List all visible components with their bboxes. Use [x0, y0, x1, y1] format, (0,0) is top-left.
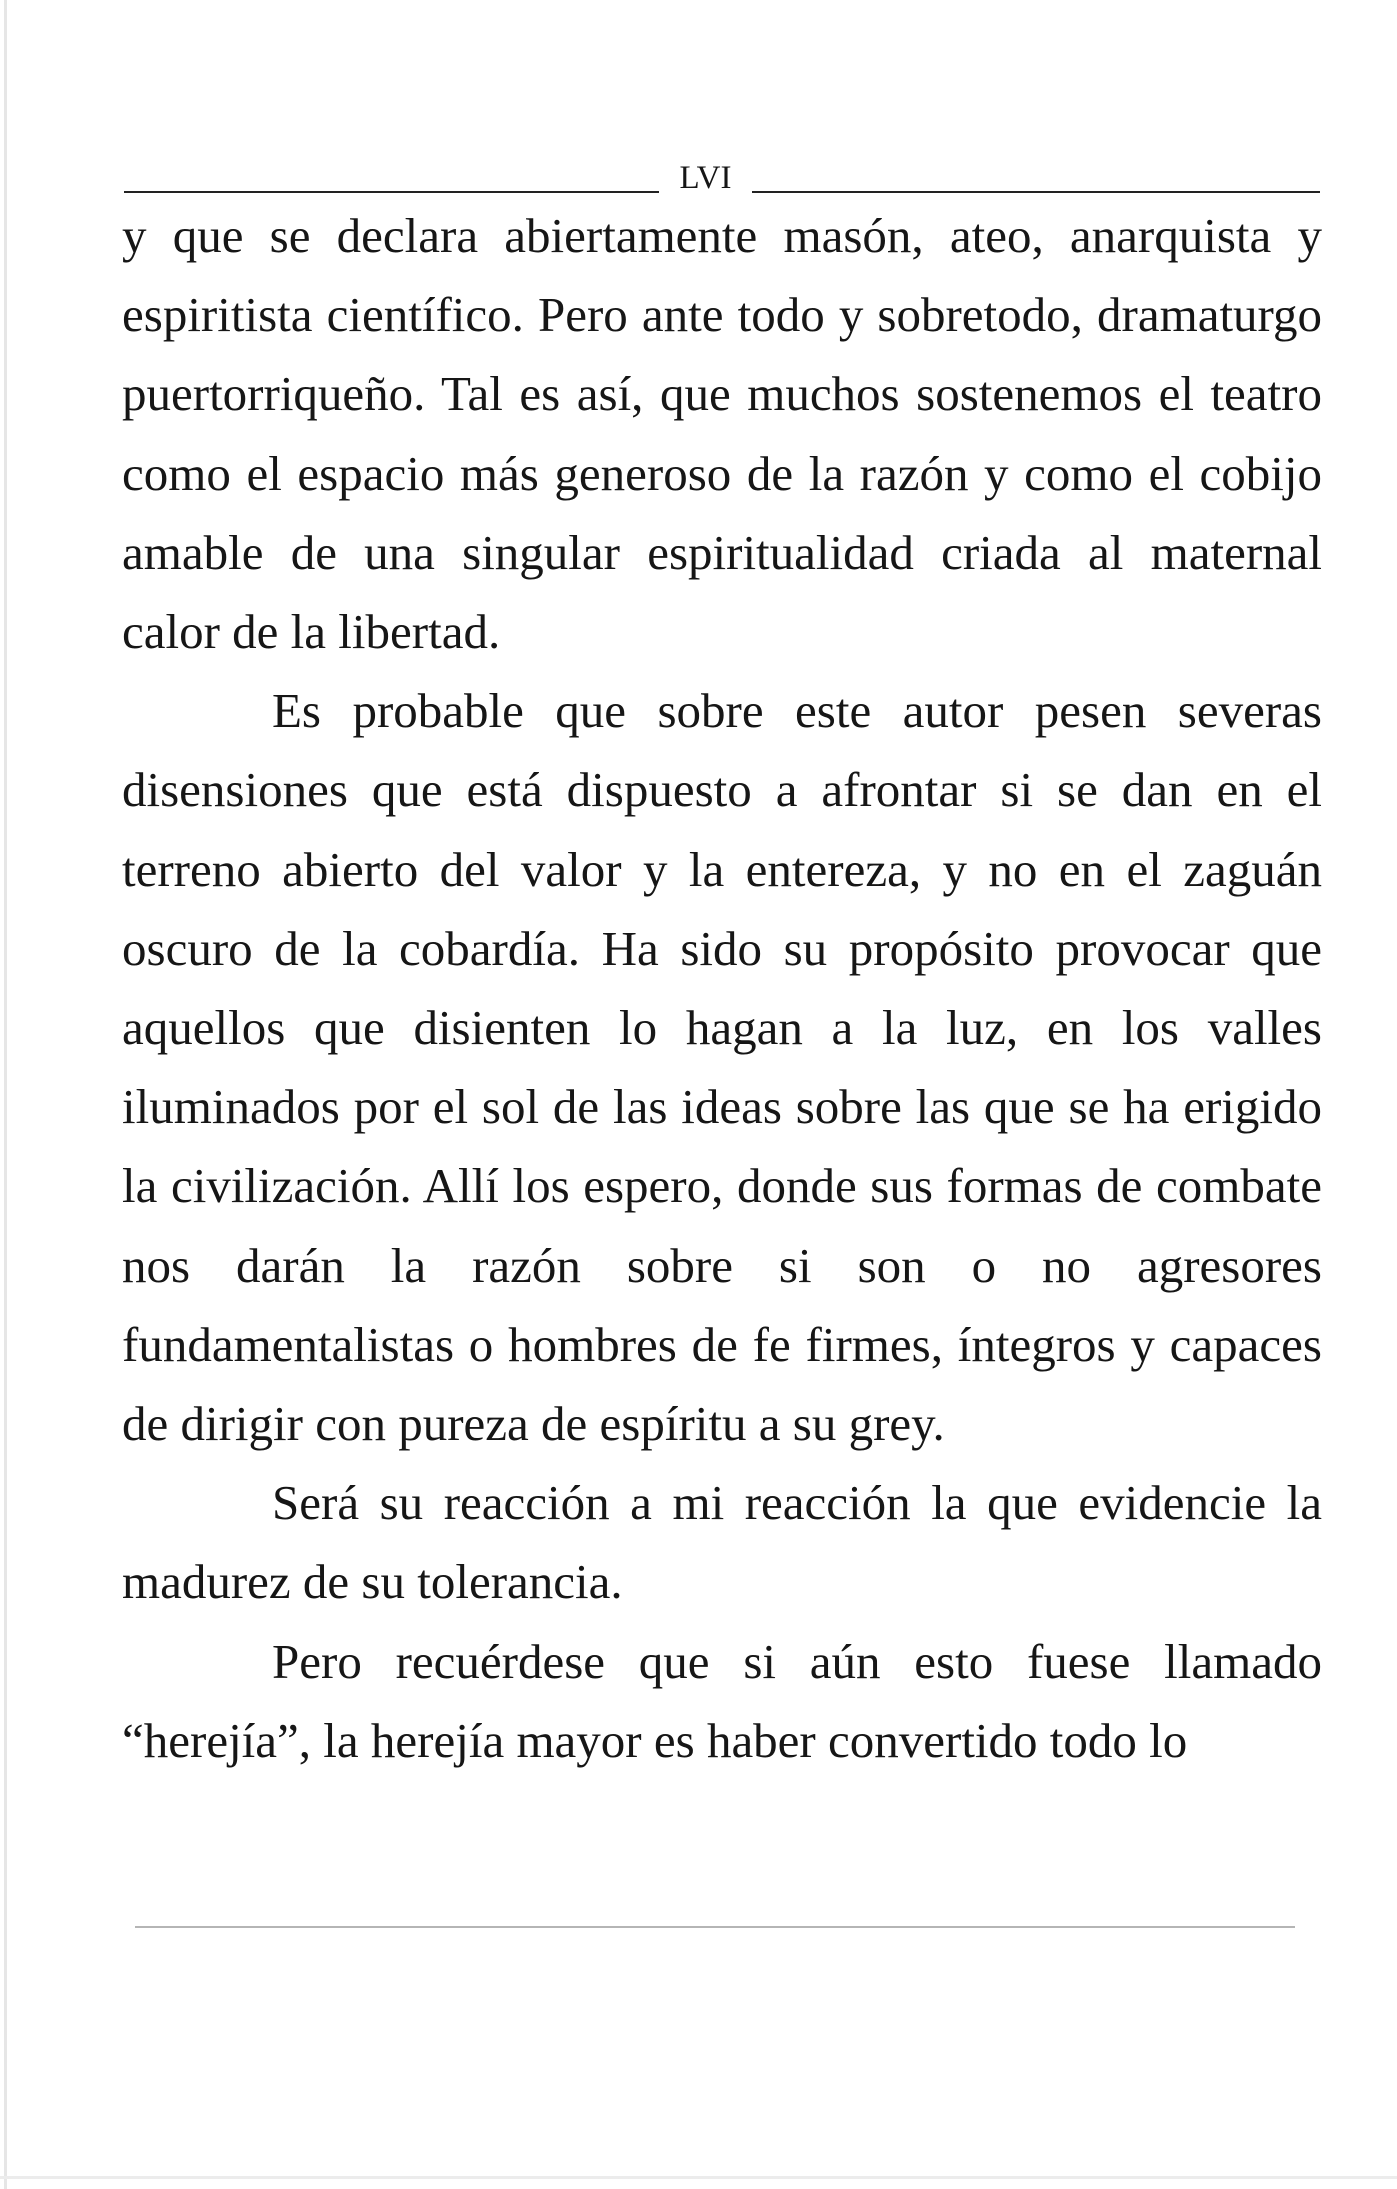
body-text	[122, 196, 1322, 1780]
footer-rule	[135, 1926, 1295, 1928]
header-rule-left	[124, 191, 659, 193]
page-edge-left	[4, 0, 7, 2189]
page-number: LVI	[679, 160, 732, 196]
header-rule-right	[752, 191, 1320, 193]
page-edge-bottom	[0, 2176, 1397, 2179]
paragraph-continuation: y que se declara abiertamente masón, ateo, anarquista y espiritista científico. Pero ante todo y sobretodo, dramaturgo puertorriqueño. Tal es así, que muchos sostenemos el teatro como el espacio más generoso de la razón y como el cobijo amable de una singular espiritualidad criada al maternal calor de la libertad.	[122, 208, 1322, 660]
paragraph: Será su reacción a mi reacción la que evidencie la madurez de su tolerancia.	[122, 1475, 1322, 1610]
page-header	[124, 158, 1320, 198]
paragraph: Pero recuérdese que si aún esto fuese llamado “herejía”, la herejía mayor es haber convertido todo lo	[122, 1633, 1322, 1768]
paragraph: Es probable que sobre este autor pesen severas disensiones que está dispuesto a afrontar si se dan en el terreno abierto del valor y la entereza, y no en el zaguán oscuro de la cobardía. Ha sido su propósito provocar que aquellos que disienten lo hagan a la luz, en los valles iluminados por el sol de las ideas sobre las que se ha erigido la civilización. Allí los espero, donde sus formas de combate nos darán la razón sobre si son o no agresores fundamentalistas o hombres de fe firmes, íntegros y capaces de dirigir con pureza de espíritu a su grey.	[122, 683, 1322, 1452]
